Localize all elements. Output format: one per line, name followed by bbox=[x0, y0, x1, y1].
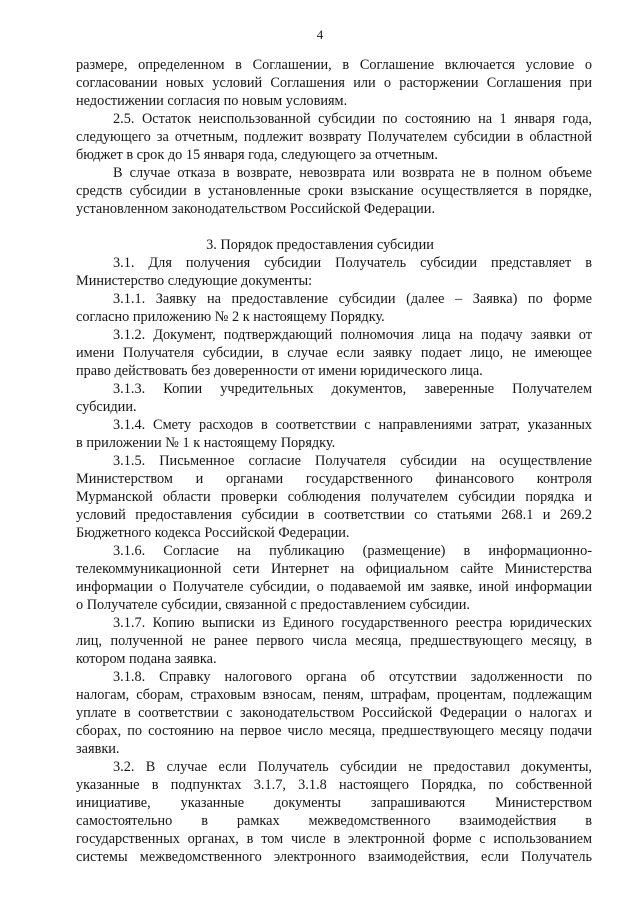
text-line: В случае отказа в возврате, невозврата или возврата не в полном объеме bbox=[113, 165, 592, 181]
text-line: заявки. bbox=[76, 741, 120, 757]
text-line: указанные в подпунктах 3.1.7, 3.1.8 настоящего Порядка, по собственной bbox=[76, 777, 592, 793]
text-line: 3.1.3. Копии учредительных документов, заверенные Получателем bbox=[113, 381, 592, 397]
text-line: сборах, по состоянию на первое число месяца, предшествующего месяцу подачи bbox=[76, 723, 592, 739]
text-line: уплате в соответствии с законодательством Российской Федерации о налогах и bbox=[76, 705, 592, 721]
text-line: системы межведомственного электронного взаимодействия, если Получатель bbox=[76, 849, 592, 865]
text-line: 3.1.1. Заявку на предоставление субсидии (далее – Заявка) по форме bbox=[113, 291, 592, 307]
text-line: 3.1.8. Справку налогового органа об отсутствии задолженности по bbox=[113, 669, 592, 685]
text-line: право действовать без доверенности от имени юридического лица. bbox=[76, 363, 483, 379]
text-line: налогам, сборам, страховым взносам, пеням, штрафам, процентам, подлежащим bbox=[76, 687, 592, 703]
text-line: 2.5. Остаток неиспользованной субсидии по состоянию на 1 января года, bbox=[113, 111, 592, 127]
text-line: 3.1. Для получения субсидии Получатель субсидии представляет в bbox=[113, 255, 592, 271]
text-line: котором подана заявка. bbox=[76, 651, 217, 667]
text-line: телекоммуникационной сети Интернет на официальном сайте Министерства bbox=[76, 561, 592, 577]
text-line: Министерством и органами государственного финансового контроля bbox=[76, 471, 592, 487]
text-line: в приложении № 1 к настоящему Порядку. bbox=[76, 435, 336, 451]
section-heading: 3. Порядок предоставления субсидии bbox=[206, 237, 434, 253]
text-line: государственных органах, в том числе в электронной форме с использованием bbox=[76, 831, 592, 847]
text-line: лиц, полученной не ранее первого числа месяца, предшествующего месяцу, в bbox=[76, 633, 592, 649]
text-line: 3.1.5. Письменное согласие Получателя субсидии на осуществление bbox=[113, 453, 592, 469]
text-line: согласовании новых условий Соглашения или о расторжении Соглашения при bbox=[76, 75, 592, 91]
text-line: согласно приложению № 2 к настоящему Порядку. bbox=[76, 309, 385, 325]
text-line: Мурманской области проверки соблюдения получателем субсидии порядка и bbox=[76, 489, 592, 505]
text-line: 3.1.2. Документ, подтверждающий полномочия лица на подачу заявки от bbox=[113, 327, 592, 343]
text-line: 3.1.7. Копию выписки из Единого государственного реестра юридических bbox=[113, 615, 592, 631]
text-line: бюджет в срок до 15 января года, следующего за отчетным. bbox=[76, 147, 438, 163]
text-line: самостоятельно в рамках межведомственного взаимодействия в bbox=[76, 813, 592, 829]
text-line: недостижении согласия по новым условиям. bbox=[76, 93, 348, 109]
text-line: субсидии. bbox=[76, 399, 137, 415]
text-line: 3.2. В случае если Получатель субсидии не предоставил документы, bbox=[113, 759, 592, 775]
text-line: средств субсидии в установленные сроки взыскание осуществляется в порядке, bbox=[76, 183, 592, 199]
text-line: установленном законодательством Российской Федерации. bbox=[76, 201, 436, 217]
text-line: имени Получателя субсидии, в случае если заявку подает лицо, не имеющее bbox=[76, 345, 592, 361]
text-line: 3.1.4. Смету расходов в соответствии с направлениями затрат, указанных bbox=[113, 417, 592, 433]
text-line: Бюджетного кодекса Российской Федерации. bbox=[76, 525, 350, 541]
text-line: размере, определенном в Соглашении, в Соглашение включается условие о bbox=[76, 57, 592, 73]
text-line: информации о Получателе субсидии, о подаваемой им заявке, иной информации bbox=[76, 579, 592, 595]
text-line: 3.1.6. Согласие на публикацию (размещение) в информационно- bbox=[113, 543, 592, 559]
text-line: Министерство следующие документы: bbox=[76, 273, 313, 289]
text-line: о Получателе субсидии, связанной с предоставлением субсидии. bbox=[76, 597, 470, 613]
text-line: инициативе, указанные документы запрашиваются Министерством bbox=[76, 795, 592, 811]
text-line: следующего за отчетным, подлежит возврату Получателем субсидии в областной bbox=[76, 129, 592, 145]
page-number: 4 bbox=[316, 27, 324, 42]
text-line: условий предоставления субсидии в соответствии со статьями 268.1 и 269.2 bbox=[76, 507, 592, 523]
